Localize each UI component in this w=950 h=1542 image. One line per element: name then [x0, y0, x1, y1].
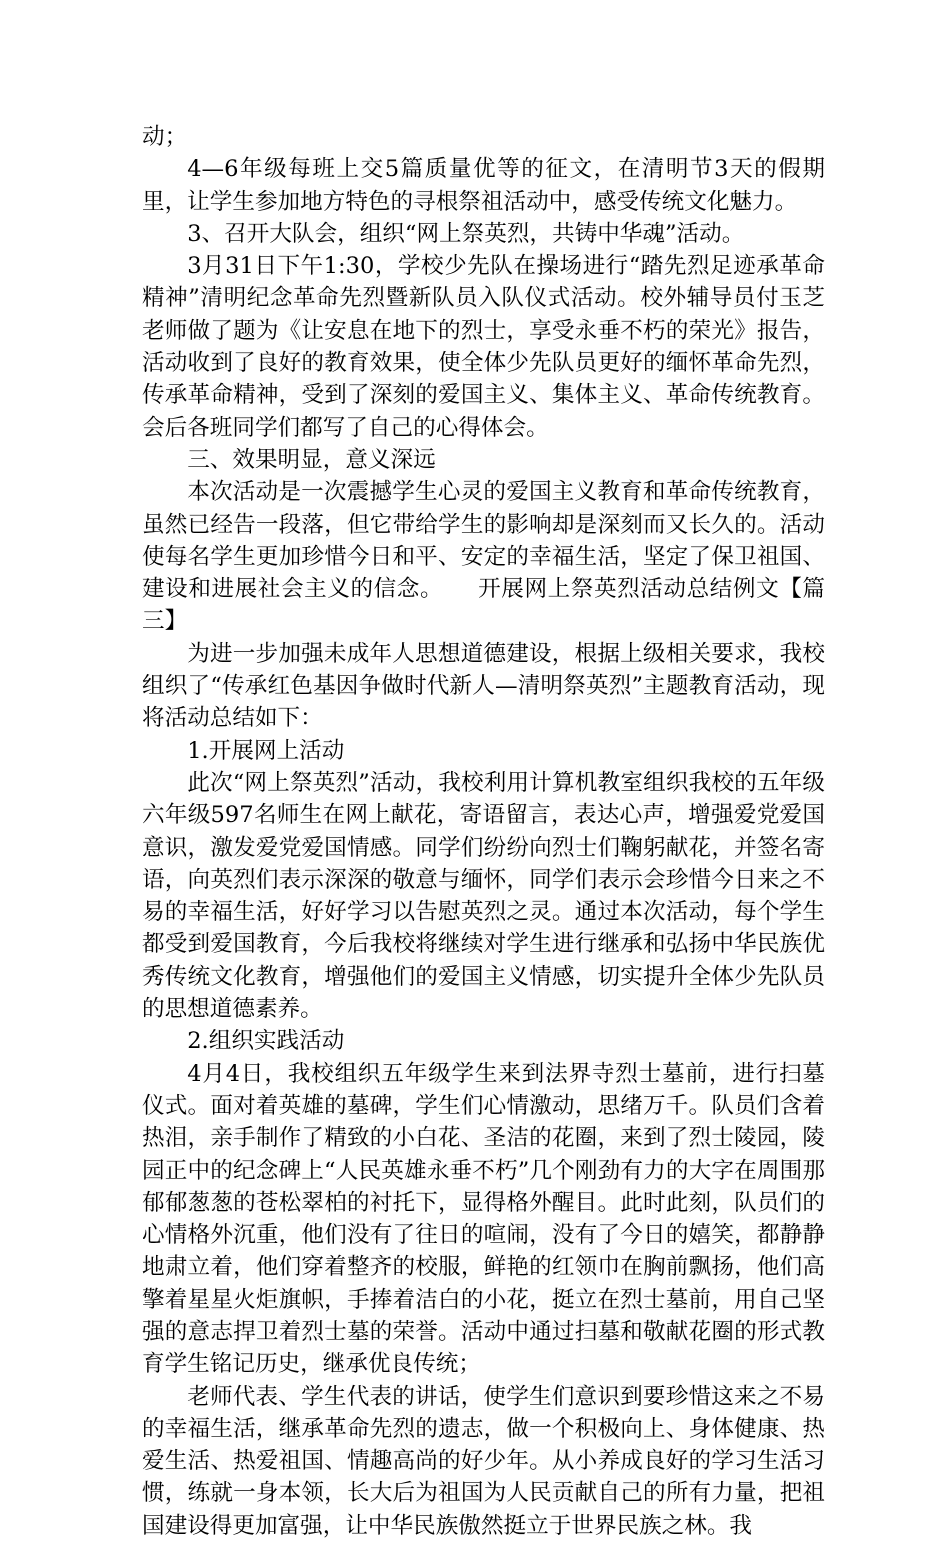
- section-heading-online-activity: 1.开展网上活动: [187, 737, 345, 764]
- section-heading-practice-activity: 2.组织实践活动: [187, 1028, 345, 1055]
- paragraph-continuation: 动；: [142, 124, 188, 150]
- paragraph-march-31-activity: 3月31日下午1:30，学校少先队在操场进行“踏先烈足迹承革命精神”清明纪念革命先烈暨新队员入队仪式活动。校外辅导员付玉芝老师做了题为《让安息在地下的烈士，享受永垂不朽的荣光》报告，活动收到了良好的教育效果，使全体少先队员更好的缅怀革命先烈，传承革命精神，受到了深刻的爱国主义、集体主义、革命传统教育。会后各班同学们都写了自己的心得体会。: [142, 253, 825, 441]
- paragraph-heading-brigade-meeting: 3、召开大队会，组织“网上祭英烈，共铸中华魂”活动。: [187, 220, 745, 247]
- section-heading-results: 三、效果明显，意义深远: [187, 446, 436, 473]
- paragraph-online-activity: 此次“网上祭英烈”活动，我校利用计算机教室组织我校的五年级六年级597名师生在网上献花，寄语留言，表达心声，增强爱党爱国意识，激发爱党爱国情感。同学们纷纷向烈士们鞠躬献花，并签名寄语，向英烈们表示深深的敬意与缅怀，同学们表示会珍惜今日来之不易的幸福生活，好好学习以告慰英烈之灵。通过本次活动，每个学生都受到爱国教育，今后我校将继续对学生进行继承和弘扬中华民族优秀传统文化教育，增强他们的爱国主义情感，切实提升全体少先队员的思想道德素养。: [142, 769, 825, 1023]
- paragraph-results-summary: 本次活动是一次震撼学生心灵的爱国主义教育和革命传统教育，虽然已经告一段落，但它带给学生的影响却是深刻而又长久的。活动使每名学生更加珍惜今日和平、安定的幸福生活，坚定了保卫祖国、建设和进展社会主义的信念。 开展网上祭英烈活动总结例文【篇三】: [142, 479, 825, 635]
- paragraph-tomb-sweeping: 4月4日，我校组织五年级学生来到法界寺烈士墓前，进行扫墓仪式。面对着英雄的墓碑，学生们心情激动，思绪万千。队员们含着热泪，亲手制作了精致的小白花、圣洁的花圈，来到了烈士陵园，陵园正中的纪念碑上“人民英雄永垂不朽”几个刚劲有力的大字在周围那郁郁葱葱的苍松翠柏的衬托下，显得格外醒目。此时此刻，队员们的心情格外沉重，他们没有了往日的喧闹，没有了今日的嬉笑，都静静地肃立着，他们穿着整齐的校服，鲜艳的红领巾在胸前飘扬，他们高擎着星星火炬旗帜，手捧着洁白的小花，挺立在烈士墓前，用自己坚强的意志捍卫着烈士墓的荣誉。活动中通过扫墓和敬献花圈的形式教育学生铭记历史，继承优良传统；: [142, 1060, 825, 1378]
- paragraph-essay-submission: 4—6年级每班上交5篇质量优等的征文，在清明节3天的假期里，让学生参加地方特色的寻根祭祖活动中，感受传统文化魅力。: [142, 156, 825, 215]
- paragraph-speeches: 老师代表、学生代表的讲话，使学生们意识到要珍惜这来之不易的幸福生活，继承革命先烈的遗志，做一个积极向上、身体健康、热爱生活、热爱祖国、情趣高尚的好少年。从小养成良好的学习生活习惯，练就一身本领，长大后为祖国为人民贡献自己的所有力量，把祖国建设得更加富强，让中华民族傲然挺立于世界民族之林。我: [142, 1383, 825, 1539]
- document-body: [142, 121, 825, 1542]
- paragraph-part-three-intro: 为进一步加强未成年人思想道德建设，根据上级相关要求，我校组织了“传承红色基因争做时代新人—清明祭英烈”主题教育活动，现将活动总结如下：: [142, 640, 825, 732]
